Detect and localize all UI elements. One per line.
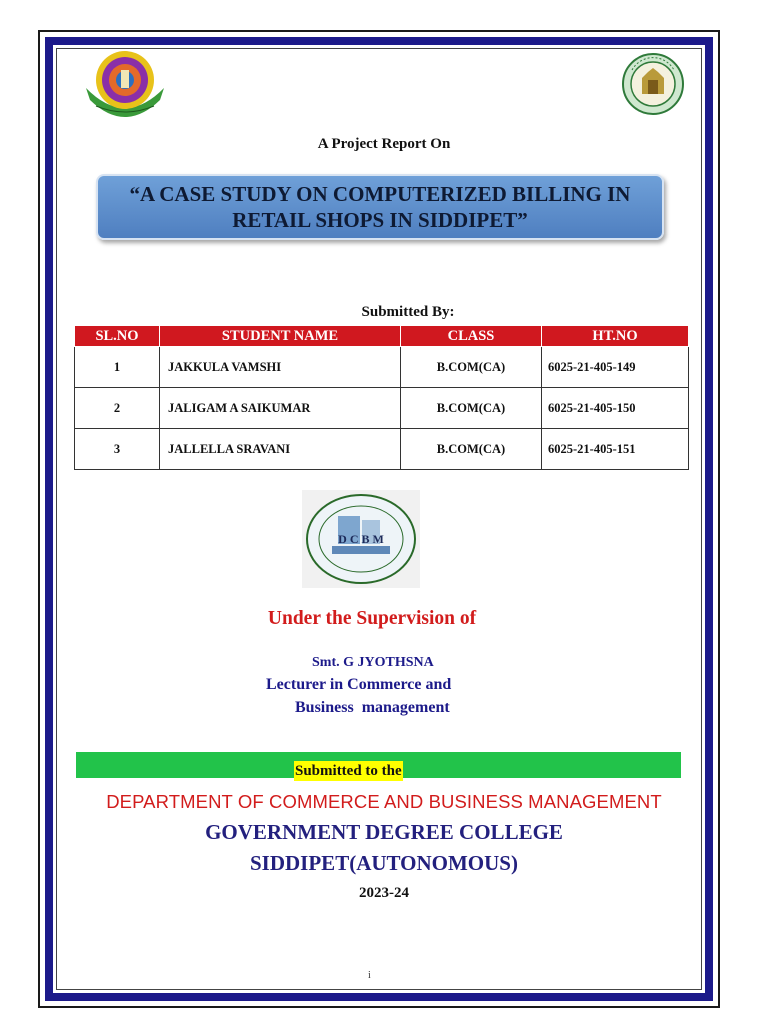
cell-class: B.COM(CA) [401, 347, 542, 388]
project-title-box [96, 174, 664, 240]
table-row [75, 388, 689, 429]
table-row [75, 347, 689, 388]
cell-slno: 3 [75, 429, 160, 470]
students-table [74, 325, 689, 470]
college-place: SIDDIPET(AUTONOMOUS) [250, 851, 518, 875]
college-name: GOVERNMENT DEGREE COLLEGE [205, 820, 563, 844]
cell-class: B.COM(CA) [401, 388, 542, 429]
table-row [75, 429, 689, 470]
supervisor-name: Smt. G JYOTHSNA [312, 655, 434, 670]
column-header-student-name: STUDENT NAME [160, 326, 401, 347]
submitted-by-label: Submitted By: [361, 304, 455, 320]
report-intro: A Project Report On [317, 136, 451, 152]
column-header-class: CLASS [401, 326, 542, 347]
column-header-slno: SL.NO [75, 326, 160, 347]
supervisor-role-line1: Lecturer in Commerce and [266, 676, 452, 693]
column-header-htno: HT.NO [542, 326, 689, 347]
cell-student-name: JALIGAM A SAIKUMAR [160, 388, 401, 429]
supervision-heading: Under the Supervision of [267, 608, 477, 629]
cell-student-name: JALLELLA SRAVANI [160, 429, 401, 470]
project-title [112, 181, 649, 233]
academic-year: 2023-24 [359, 885, 409, 901]
table-header-row [75, 326, 689, 347]
college-logo-icon [82, 48, 168, 120]
cell-slno: 2 [75, 388, 160, 429]
supervisor-role-line2: Business management [295, 699, 450, 716]
cell-class: B.COM(CA) [401, 429, 542, 470]
project-title-line1: “A CASE STUDY ON COMPUTERIZED BILLING IN [129, 182, 631, 206]
cell-htno: 6025-21-405-150 [542, 388, 689, 429]
cell-htno: 6025-21-405-151 [542, 429, 689, 470]
government-of-telangana-seal-icon [618, 52, 688, 116]
project-title-line2: RETAIL SHOPS IN SIDDIPET” [232, 208, 528, 232]
cell-slno: 1 [75, 347, 160, 388]
page-number: i [368, 970, 371, 981]
dcbm-logo-icon [302, 490, 420, 588]
submitted-to-label: Submitted to the [295, 763, 402, 779]
dcbm-letters: D C B M [338, 532, 384, 546]
cell-htno: 6025-21-405-149 [542, 347, 689, 388]
department-name: DEPARTMENT OF COMMERCE AND BUSINESS MANAGEMENT [106, 791, 662, 812]
cell-student-name: JAKKULA VAMSHI [160, 347, 401, 388]
